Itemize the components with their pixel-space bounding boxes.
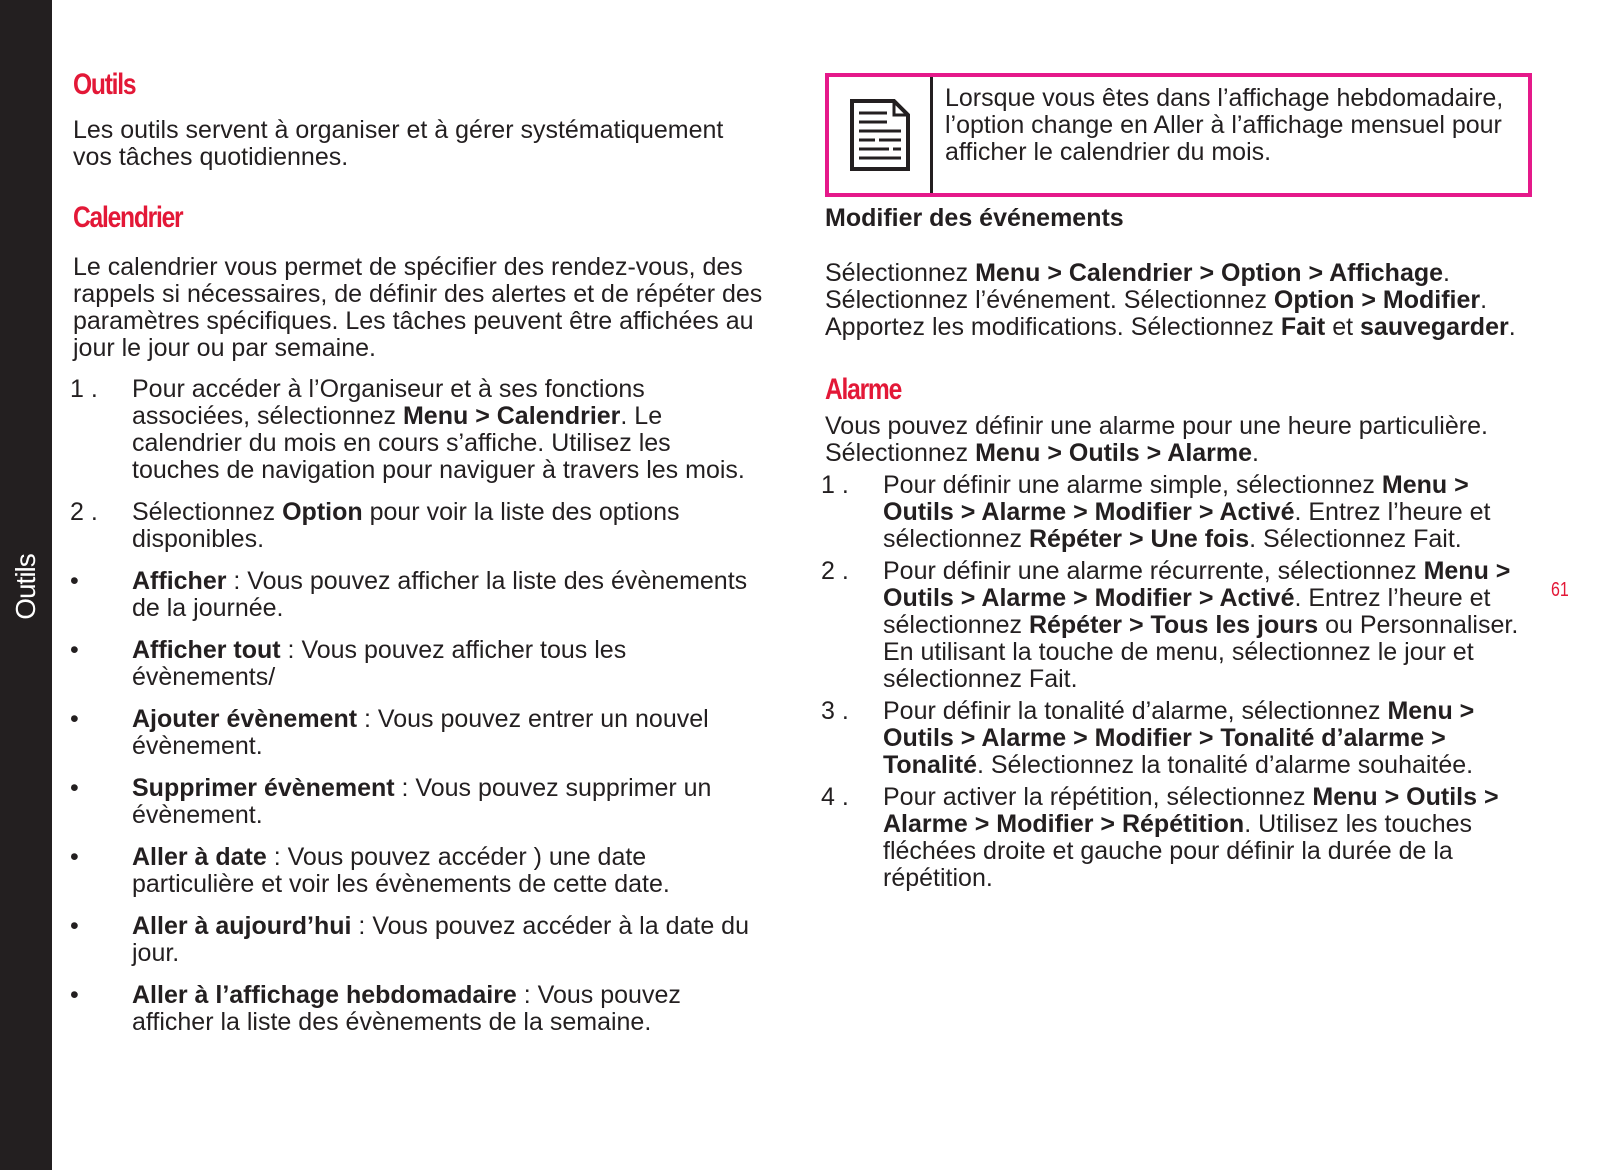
- note-text: Lorsque vous êtes dans l’affichage hebdomadaire, l’option change en Aller à l’affichage mensuel pour afficher le calendrier du mois.: [945, 84, 1504, 166]
- modifier-heading: Modifier des événements: [825, 204, 1124, 232]
- side-tab: [0, 0, 52, 1170]
- page-number: 61: [1551, 579, 1569, 601]
- bullet-item: • Supprimer évènement : Vous pouvez supprimer un évènement.: [70, 774, 712, 829]
- bullet-item: • Ajouter évènement : Vous pouvez entrer un nouvel évènement.: [70, 705, 709, 760]
- bullet-item: • Afficher tout : Vous pouvez afficher tous les évènements/: [70, 636, 627, 691]
- note-box: [825, 73, 1532, 197]
- bullet-item: • Aller à l’affichage hebdomadaire : Vous pouvez afficher la liste des évènements de la semaine.: [70, 981, 681, 1036]
- bullet-icon: •: [70, 843, 79, 871]
- list-number: 1 .: [70, 375, 98, 403]
- document-note-icon: [849, 98, 911, 172]
- bullet-icon: •: [70, 705, 79, 733]
- list-item: [70, 376, 763, 484]
- bullet-item: • Aller à aujourd’hui : Vous pouvez accéder à la date du jour.: [70, 912, 749, 967]
- outils-heading: Outils: [73, 68, 136, 101]
- list-number: 3 .: [821, 697, 849, 725]
- bullet-icon: •: [70, 912, 79, 940]
- side-tab-label: Outils: [10, 554, 41, 620]
- alarme-paragraph: Vous pouvez définir une alarme pour une heure particulière. Sélectionnez Menu > Outils > Alarme.: [825, 412, 1488, 467]
- calendrier-heading: Calendrier: [73, 201, 183, 234]
- list-number: 2 .: [821, 557, 849, 585]
- list-item: 4 . Pour activer la répétition, sélectionnez Menu > Outils > Alarme > Modifier > Répétition. Utilisez les touches fléchées droite et gauche pour définir la durée de la répétition.: [821, 783, 1499, 892]
- right-column: [821, 73, 1532, 892]
- bullet-icon: •: [70, 774, 79, 802]
- bullet-icon: •: [70, 636, 79, 664]
- bullet-icon: •: [70, 981, 79, 1009]
- list-item-text: Pour accéder à l’Organiseur et à ses fonctions associées, sélectionnez Menu > Calendrier. Le calendrier du mois en cours s’affiche. Utilisez les touches de navigation pour naviguer à travers les mois.: [132, 375, 745, 484]
- modifier-paragraph: Sélectionnez Menu > Calendrier > Option > Affichage. Sélectionnez l’événement. Sélectionnez Option > Modifier. Apportez les modifications. Sélectionnez Fait et sauvegarder.: [825, 259, 1516, 341]
- alarme-heading: Alarme: [825, 373, 902, 406]
- bullet-item: • Aller à date : Vous pouvez accéder ) une date particulière et voir les évènements de cette date.: [70, 843, 670, 898]
- list-number: 2 .: [70, 498, 98, 526]
- left-column: [70, 66, 763, 1036]
- calendrier-paragraph: Le calendrier vous permet de spécifier des rendez-vous, des rappels si nécessaires, de définir des alertes et de répéter des paramètres spécifiques. Les tâches peuvent être affichées au jour le jour ou par semaine.: [73, 253, 763, 362]
- list-item: [70, 499, 763, 553]
- list-number: 4 .: [821, 783, 849, 811]
- list-item: 3 . Pour définir la tonalité d’alarme, sélectionnez Menu > Outils > Alarme > Modifier > Tonalité d’alarme > Tonalité. Sélectionnez la tonalité d’alarme souhaitée.: [821, 697, 1475, 779]
- list-item: 1 . Pour définir une alarme simple, sélectionnez Menu > Outils > Alarme > Modifier > Activé. Entrez l’heure et sélectionnez Répéter > Une fois. Sélectionnez Fait.: [821, 471, 1491, 553]
- outils-paragraph: Les outils servent à organiser et à gérer systématiquement vos tâches quotidiennes.: [73, 116, 724, 171]
- list-item-text: Sélectionnez Option pour voir la liste des options disponibles.: [132, 498, 680, 553]
- list-number: 1 .: [821, 471, 849, 499]
- bullet-icon: •: [70, 567, 79, 595]
- note-icon-cell: [829, 77, 933, 193]
- bullet-item: • Afficher : Vous pouvez afficher la liste des évènements de la journée.: [70, 567, 748, 622]
- list-item: 2 . Pour définir une alarme récurrente, sélectionnez Menu > Outils > Alarme > Modifier > Activé. Entrez l’heure et sélectionnez Répéter > Tous les jours ou Personnaliser. En utilisant la touche de menu, sélectionnez le jour et sélectionnez Fait.: [821, 557, 1519, 693]
